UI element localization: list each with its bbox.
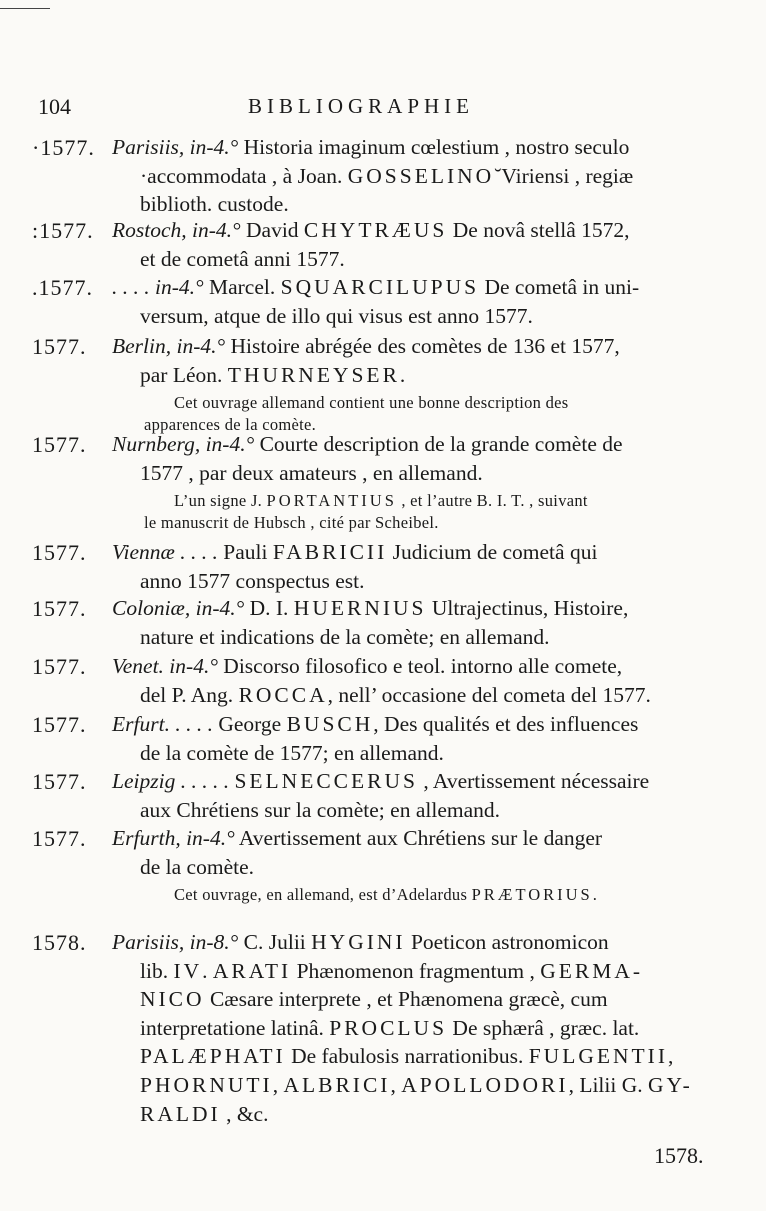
entry-text: PHORNUTI, ALBRICI, APOLLODORI, Lilii G. GY- xyxy=(140,1073,693,1097)
entry-year: .1577. xyxy=(32,275,93,300)
entry-note: L’un signe J. PORTANTIUS , et l’autre B. I. T. , suivant xyxy=(174,491,588,511)
running-title: BIBLIOGRAPHIE xyxy=(248,94,474,118)
entry-text: interpretatione latinâ. PROCLUS De sphærâ , græc. lat. xyxy=(140,1015,640,1040)
entry-text: Avertissement aux Chrétiens sur le danger xyxy=(234,826,603,850)
entry-text: Histoire abrégée des comètes de 136 et 1577, xyxy=(225,334,620,358)
entry-line xyxy=(140,741,444,766)
entry-line xyxy=(140,247,345,272)
entry-text: anno 1577 conspectus est. xyxy=(140,568,365,593)
entry-line xyxy=(112,218,630,243)
entry-year: 1577. xyxy=(32,334,87,359)
entry-line xyxy=(112,275,639,300)
entry-line xyxy=(140,1044,673,1069)
entry-text: de la comète de 1577; en allemand. xyxy=(140,740,444,765)
entry-text: NICO Cæsare interprete , et Phænomena græcè, cum xyxy=(140,987,608,1012)
entry-text: del P. Ang. ROCCA, nell’ occasione del cometa del 1577. xyxy=(140,682,651,707)
entry-line xyxy=(140,1073,693,1098)
entry-text: Discorso filosofico e teol. intorno alle comete, xyxy=(217,654,623,678)
author-name: PALÆPHATI xyxy=(140,1044,286,1069)
entry-line xyxy=(140,798,500,823)
entry-year: 1577. xyxy=(32,540,87,565)
entry-year: 1578. xyxy=(32,930,87,955)
entry-text: et de cometâ anni 1577. xyxy=(140,246,345,271)
entry-text: lib. IV. ARATI Phænomenon fragmentum , GERMA- xyxy=(140,958,644,983)
entry-note: Cet ouvrage allemand contient une bonne description des xyxy=(174,393,569,413)
entry-line xyxy=(140,363,405,388)
author-name: ARATI xyxy=(212,958,292,983)
entry-line xyxy=(140,959,643,984)
entry-note: apparences de la comète. xyxy=(144,415,317,435)
author-name: GY- xyxy=(648,1073,693,1097)
entry-year: ·1577. xyxy=(32,135,95,160)
entry-text: versum, atque de illo qui visus est anno 1577. xyxy=(140,303,533,328)
author-name: HUERNIUS xyxy=(293,596,427,620)
entry-text: George BUSCH, Des qualités et des influences xyxy=(212,712,639,736)
entry-text: SELNECCERUS , Avertissement nécessaire xyxy=(234,769,650,793)
author-name: RALDI xyxy=(140,1101,221,1126)
entry-line xyxy=(112,135,629,160)
entry-text: PALÆPHATI De fabulosis narrationibus. FULGENTII, xyxy=(140,1044,674,1069)
entry-place: Parisiis, in-4.° xyxy=(112,135,239,159)
author-name: FABRICII xyxy=(272,540,388,564)
entry-line xyxy=(112,654,622,679)
author-name: SELNECCERUS xyxy=(234,769,418,793)
entry-place: Venet. in-4.° xyxy=(112,654,218,678)
entry-note: le manuscrit de Hubsch , cité par Scheibel. xyxy=(144,513,439,533)
entry-place: Leipzig . . . . . xyxy=(112,769,230,793)
entry-line xyxy=(140,1102,268,1127)
author-name: NICO xyxy=(140,987,205,1012)
entry-note: Cet ouvrage, en allemand, est d’Adelardus PRÆTORIUS. xyxy=(174,885,598,905)
author-name: APOLLODORI xyxy=(401,1073,569,1097)
author-name: PRÆTORIUS xyxy=(471,885,593,905)
entry-year: :1577. xyxy=(32,218,94,243)
catchword: 1578. xyxy=(654,1143,704,1168)
entry-place: Erfurt. . . . . xyxy=(112,712,213,736)
entry-place: Rostoch, in-4.° xyxy=(112,218,241,242)
author-name: THURNEYSER xyxy=(227,362,400,387)
author-name: GOSSELINO xyxy=(347,163,495,188)
entry-line xyxy=(112,540,597,565)
entry-line xyxy=(112,334,620,359)
entry-line xyxy=(140,192,289,217)
entry-year: 1577. xyxy=(32,826,87,851)
author-name: ROCCA xyxy=(238,682,328,707)
author-name: SQUARCILUPUS xyxy=(280,275,480,299)
entry-text: C. Julii HYGINI Poeticon astronomicon xyxy=(238,930,609,954)
entry-place: Nurnberg, in-4.° xyxy=(112,432,255,456)
entry-line xyxy=(140,855,254,880)
entry-line xyxy=(140,461,483,486)
entry-line xyxy=(140,569,365,594)
entry-text: David CHYTRÆUS De novâ stellâ 1572, xyxy=(240,218,630,242)
entry-line xyxy=(140,625,550,650)
entry-place: Viennæ . . . . xyxy=(112,540,218,564)
author-name: PORTANTIUS xyxy=(266,491,397,511)
entry-text: par Léon. THURNEYSER. xyxy=(140,362,406,387)
entry-place: . . . . in-4.° xyxy=(112,275,204,299)
entry-line xyxy=(112,596,628,621)
author-name: PROCLUS xyxy=(329,1015,448,1040)
entry-text: nature et indications de la comète; en allemand. xyxy=(140,624,550,649)
entry-text: ·accommodata , à Joan. GOSSELINO˘Viriensi , regiæ xyxy=(140,163,634,188)
entry-year: 1577. xyxy=(32,654,87,679)
entry-text: Courte description de la grande comète de xyxy=(254,432,623,456)
page-number: 104 xyxy=(38,94,71,119)
entry-year: 1577. xyxy=(32,712,87,737)
entry-line xyxy=(140,304,533,329)
author-name: ALBRICI xyxy=(283,1073,391,1097)
entry-line xyxy=(112,432,623,457)
entry-text: Marcel. SQUARCILUPUS De cometâ in uni- xyxy=(203,275,640,299)
author-name: IV xyxy=(173,958,203,983)
entry-place: Berlin, in-4.° xyxy=(112,334,226,358)
entry-line xyxy=(140,683,651,708)
entry-line xyxy=(140,1016,639,1041)
entry-line xyxy=(112,712,638,737)
entry-line xyxy=(112,930,609,955)
entry-text: aux Chrétiens sur la comète; en allemand. xyxy=(140,797,500,822)
page-header xyxy=(38,94,728,126)
author-name: HYGINI xyxy=(311,930,406,954)
author-name: BUSCH xyxy=(286,712,374,736)
entry-text: D. I. HUERNIUS Ultrajectinus, Histoire, xyxy=(244,596,629,620)
entry-text: biblioth. custode. xyxy=(140,192,289,217)
entry-year: 1577. xyxy=(32,769,87,794)
entry-place: Parisiis, in-8.° xyxy=(112,930,239,954)
author-name: FULGENTII xyxy=(528,1044,668,1069)
entry-year: 1577. xyxy=(32,432,87,457)
entry-text: 1577 , par deux amateurs , en allemand. xyxy=(140,460,483,485)
entry-text: Historia imaginum cœlestium , nostro seculo xyxy=(238,135,630,159)
author-name: CHYTRÆUS xyxy=(303,218,448,242)
entry-line xyxy=(140,987,608,1012)
entry-place: Erfurth, in-4.° xyxy=(112,826,235,850)
entry-line xyxy=(112,769,649,794)
entry-place: Coloniæ, in-4.° xyxy=(112,596,245,620)
author-name: GERMA- xyxy=(540,958,644,983)
entry-text: de la comète. xyxy=(140,854,255,879)
entry-line xyxy=(112,826,602,851)
entry-year: 1577. xyxy=(32,596,87,621)
entry-line xyxy=(140,164,633,189)
entry-text: RALDI , &c. xyxy=(140,1101,269,1126)
author-name: PHORNUTI xyxy=(140,1073,273,1097)
entry-text: Pauli FABRICII Judicium de cometâ qui xyxy=(217,540,598,564)
top-rule xyxy=(0,8,50,9)
